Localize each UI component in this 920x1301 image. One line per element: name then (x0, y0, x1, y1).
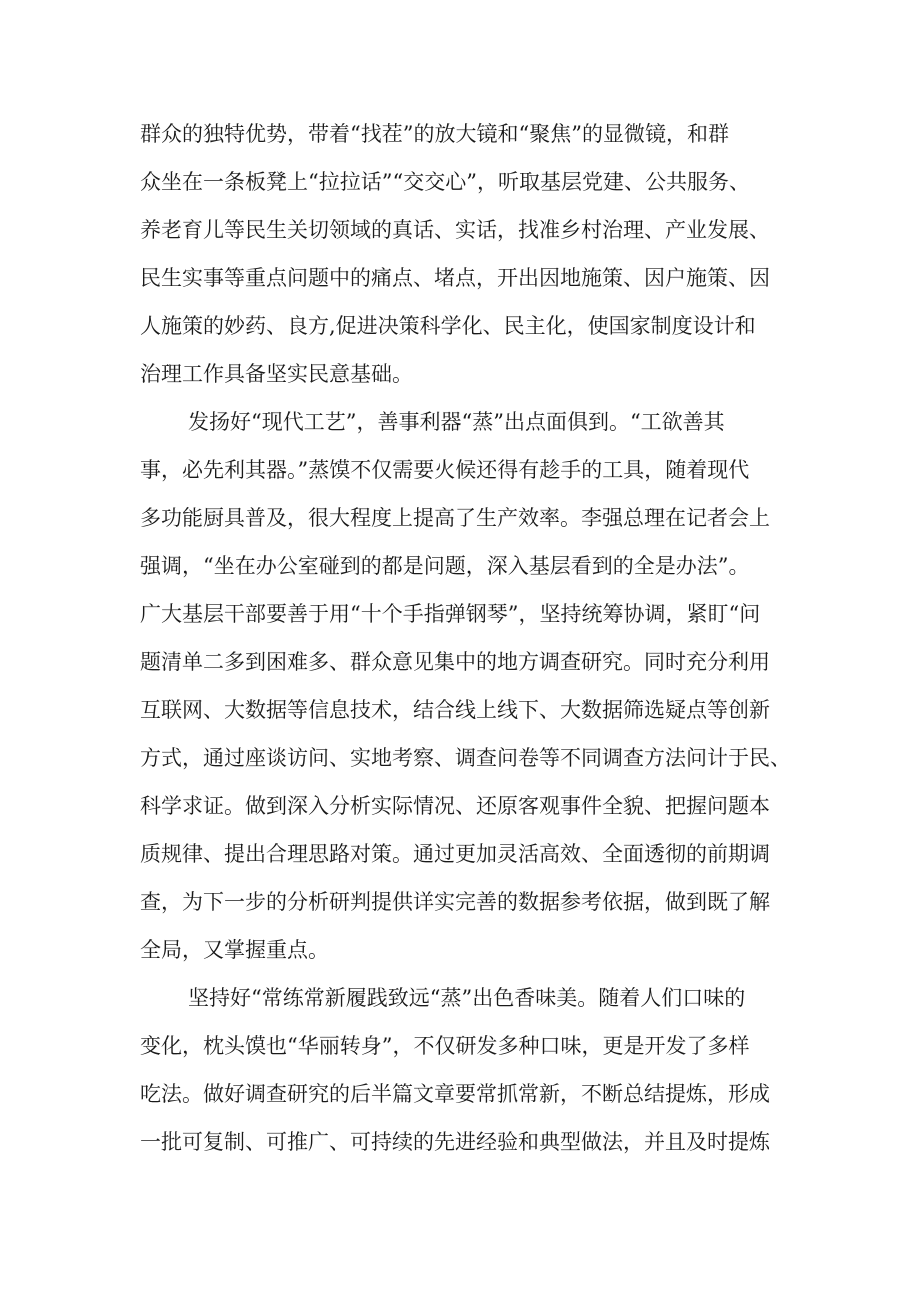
paragraph-3-line-4: 一批可复制、可推广、可持续的先进经验和典型做法，并且及时提炼 (140, 1130, 770, 1154)
paragraph-1-line-3: 养老育儿等民生关切领域的真话、实话，找准乡村治理、产业发展、 (140, 218, 770, 242)
paragraph-2-line-1: 发扬好“现代工艺”，善事利器“蒸”出点面俱到。“工欲善其 (188, 410, 725, 434)
paragraph-3-line-1: 坚持好“常练常新履践致远“蒸”出色香味美。随着人们口味的 (188, 986, 746, 1010)
paragraph-1-line-2: 众坐在一条板凳上“拉拉话”“交交心”，听取基层党建、公共服务、 (140, 170, 750, 194)
paragraph-2-line-9: 科学求证。做到深入分析实际情况、还原客观事件全貌、把握问题本 (140, 794, 770, 818)
paragraph-1-line-4: 民生实事等重点问题中的痛点、堵点，开出因地施策、因户施策、因 (140, 266, 770, 290)
paragraph-1-line-1: 群众的独特优势，带着“找茬”的放大镜和“聚焦”的显微镜，和群 (140, 122, 729, 146)
paragraph-1-line-5: 人施策的妙药、良方,促进决策科学化、民主化，使国家制度设计和 (140, 314, 756, 338)
paragraph-2-line-11: 查，为下一步的分析研判提供详实完善的数据参考依据，做到既了解 (140, 890, 770, 914)
paragraph-3-line-2: 变化，枕头馍也“华丽转身”，不仅研发多种口味，更是开发了多样 (140, 1034, 750, 1058)
paragraph-2-line-6: 题清单二多到困难多、群众意见集中的地方调查研究。同时充分利用 (140, 650, 770, 674)
paragraph-1-line-6: 治理工作具备坚实民意基础。 (140, 362, 413, 386)
paragraph-2-line-3: 多功能厨具普及，很大程度上提高了生产效率。李强总理在记者会上 (140, 506, 770, 530)
paragraph-2-line-4: 强调，“坐在办公室碰到的都是问题，深入基层看到的全是办法”。 (140, 554, 750, 578)
paragraph-2-line-5: 广大基层干部要善于用“十个手指弹钢琴”，坚持统筹协调，紧盯“问 (140, 602, 761, 626)
paragraph-2-line-8: 方式，通过座谈访问、实地考察、调查问卷等不同调查方法问计于民、 (140, 746, 791, 770)
paragraph-3-line-3: 吃法。做好调查研究的后半篇文章要常抓常新，不断总结提炼，形成 (140, 1082, 770, 1106)
paragraph-2-line-10: 质规律、提出合理思路对策。通过更加灵活高效、全面透彻的前期调 (140, 842, 770, 866)
paragraph-2-line-2: 事，必先利其器。”蒸馍不仅需要火候还得有趁手的工具，随着现代 (140, 458, 750, 482)
paragraph-2-line-7: 互联网、大数据等信息技术，结合线上线下、大数据筛选疑点等创新 (140, 698, 770, 722)
paragraph-2-line-12: 全局，又掌握重点。 (140, 938, 329, 962)
